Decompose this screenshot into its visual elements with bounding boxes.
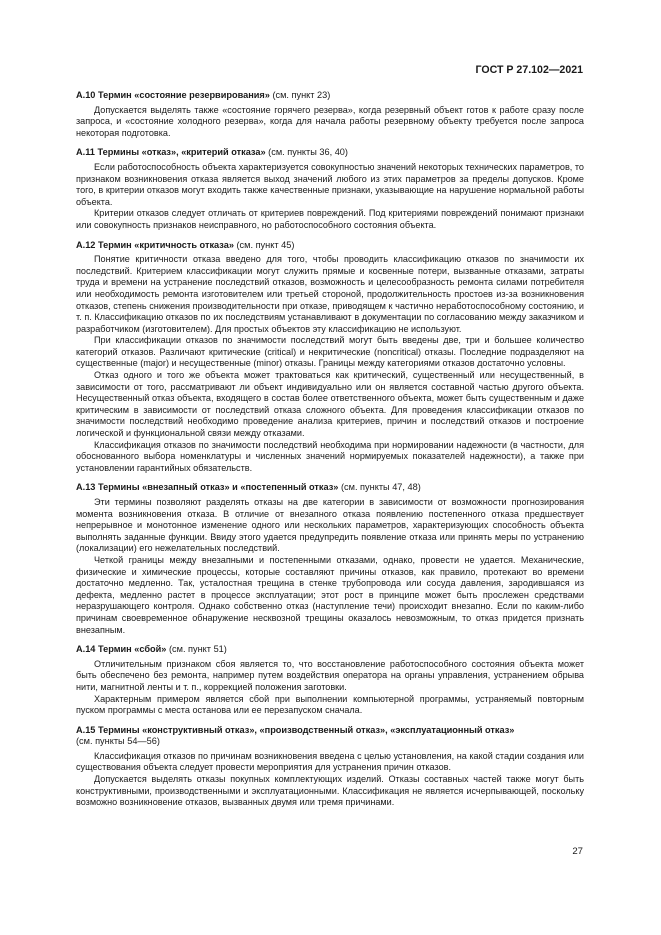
section-title bbox=[76, 644, 584, 656]
section-a10 bbox=[76, 90, 584, 139]
paragraph: Четкой границы между внезапными и постепенными отказами, однако, провести не удается. Механические, физические и химические процессы, которые составляют причины отказов, как правило, протекают во времени достаточно медленно. Так, усталостная трещина в стенке трубопровода или сосуда давления, зародившаяся из дефекта, медленно растет в процессе эксплуатации; этот рост в принципе может быть прослежен средствами неразрушающего контроля. Однако собственно отказ (наступление течи) происходит внезапно. Если по каким-либо причинам своевременное обнаружение несквозной трещины оказалось невозможным, то отказ придется признать внезапным. bbox=[76, 554, 584, 635]
section-title-text: А.14 Термин «сбой» bbox=[76, 644, 167, 655]
section-title bbox=[76, 482, 584, 494]
paragraph: Эти термины позволяют разделять отказы на две категории в зависимости от возможности прогнозирования момента возникновения отказа. В отличие от внезапного отказа появлению постепенного отказа предшествует непрерывное и монотонное изменение одного или нескольких параметров, характеризующих способность объекта выполнять заданные функции. Ввиду этого удается предупредить появление отказа или принять меры по устранению (локализации) его нежелательных последствий. bbox=[76, 497, 584, 554]
section-title-text: А.11 Термины «отказ», «критерий отказа» bbox=[76, 147, 266, 158]
section-title-text: А.10 Термин «состояние резервирования» bbox=[76, 90, 270, 100]
section-a11 bbox=[76, 147, 584, 231]
section-a13 bbox=[76, 482, 584, 636]
document-body bbox=[76, 90, 584, 817]
section-title-text: А.15 Термины «конструктивный отказ», «производственный отказ», «эксплуатационный отказ» bbox=[76, 724, 515, 735]
section-title bbox=[76, 725, 584, 748]
section-a15 bbox=[76, 725, 584, 809]
section-ref: (см. пункты 47, 48) bbox=[340, 482, 421, 493]
paragraph: Классификация отказов по значимости последствий необходима при нормировании надежности (в частности, для обоснованного выбора номенклатуры и численных значений нормируемых показателей надежности), а также при установлении гарантийных обязательств. bbox=[76, 439, 584, 473]
paragraph: Понятие критичности отказа введено для того, чтобы проводить классификацию отказов по значимости их последствий. Критерием классификации могут служить прямые и косвенные потери, вызванные отказами, затраты труда и времени на устранение последствий отказов, возможность и целесообразность ремонта силами потребителя или необходимость ремонта изготовителем или третьей стороной, продолжительность простоев из-за возникновения отказов, степень снижения производительности при отказе, приводящем к частично неработоспособному состоянию, и т. п. Классификацию отказов по их последствиям устанавливают в документации по согласованию между заказчиком и разработчиком (изготовителем). Для простых объектов эту классификацию не используют. bbox=[76, 254, 584, 334]
paragraph: Классификация отказов по причинам возникновения введена с целью установления, на какой стадии создания или существования объекта следует провести мероприятия для устранения причин отказов. bbox=[76, 750, 584, 773]
paragraph: Допускается выделять отказы покупных комплектующих изделий. Отказы составных частей также могут быть конструктивными, производственными и эксплуатационными. Классификация не является исчерпывающей, поскольку возможно возникновение отказов, вызванных двумя или тремя причинами. bbox=[76, 774, 584, 808]
section-title bbox=[76, 90, 584, 102]
section-title-text: А.12 Термин «критичность отказа» bbox=[76, 239, 234, 250]
section-ref: (см. пункт 45) bbox=[236, 239, 295, 250]
paragraph: Характерным примером является сбой при выполнении компьютерной программы, устраняемый повторным пуском программы с места останова или ее перезапуском сначала. bbox=[76, 693, 584, 716]
paragraph: При классификации отказов по значимости последствий могут быть введены две, три и большее количество категорий отказов. Различают критические (critical) и некритические (noncritical) отказы. Последние подразделяют на существенные (major) и несущественные (minor) отказы. Границы между категориями отказов достаточно условны. bbox=[76, 335, 584, 369]
paragraph: Отличительным признаком сбоя является то, что восстановление работоспособного состояния объекта может быть обеспечено без ремонта, например путем воздействия оператора на органы управления, устранением обрыва нити, магнитной ленты и т. п., коррекцией положения заготовки. bbox=[76, 658, 584, 692]
section-title-text: А.13 Термины «внезапный отказ» и «постепенный отказ» bbox=[76, 482, 339, 493]
section-ref: (см. пункты 36, 40) bbox=[268, 147, 348, 158]
paragraph: Допускается выделять также «состояние горячего резерва», когда резервный объект готов к работе сразу после запроса, и «состояние холодного резерва», когда для начала работы резервному объекту требуется после запроса некоторая подготовка. bbox=[76, 104, 584, 138]
section-title bbox=[76, 147, 584, 159]
section-title bbox=[76, 240, 584, 252]
paragraph: Критерии отказов следует отличать от критериев повреждений. Под критериями повреждений понимают признаки или совокупность признаков неисправного, но работоспособного состояния объекта. bbox=[76, 208, 584, 230]
paragraph: Если работоспособность объекта характеризуется совокупностью значений некоторых технических параметров, то признаком возникновения отказа является выход значений любого из этих параметров за пределы допусков. Кроме того, в критерии отказов могут входить также качественные признаки, указывающие на нарушение нормальной работы объекта. bbox=[76, 161, 584, 207]
paragraph: Отказ одного и того же объекта может трактоваться как критический, существенный или несущественный, в зависимости от того, рассматривают ли объект индивидуально или он является составной частью другого объекта. Несущественный отказ объекта, входящего в состав более ответственного объекта, может быть существенным и даже критическим в зависимости от последствий отказа сложного объекта. Для проведения классификации отказов по значимости последствий необходимо проведение анализа критериев, причин и последствий отказов и построение логической и функциональной связи между отказами. bbox=[76, 370, 584, 439]
section-a14 bbox=[76, 644, 584, 717]
section-a12 bbox=[76, 240, 584, 475]
section-ref: (см. пункт 23) bbox=[272, 90, 331, 100]
section-ref: (см. пункт 51) bbox=[168, 644, 227, 655]
page-number: 27 bbox=[572, 846, 583, 857]
document-code: ГОСТ Р 27.102—2021 bbox=[475, 64, 583, 76]
section-ref: (см. пункты 54—56) bbox=[76, 736, 160, 747]
